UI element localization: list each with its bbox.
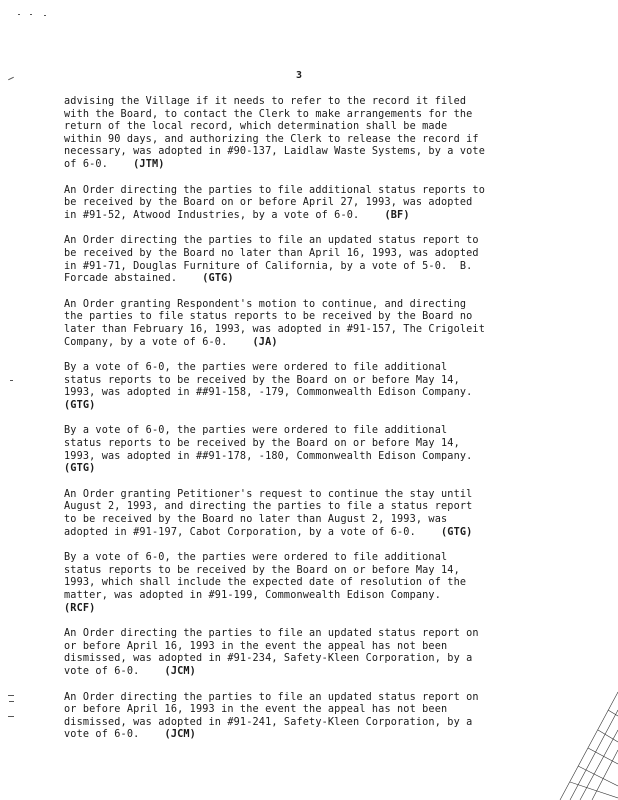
paragraph-last-text: of 6-0. xyxy=(64,158,108,170)
minutes-paragraph xyxy=(64,362,540,412)
page-number: 3 xyxy=(296,70,303,81)
paragraph-line: return of the local record, which determination shall be made xyxy=(64,121,448,133)
paragraph-last-text: in #91-52, Atwood Industries, by a vote of 6-0. xyxy=(64,209,360,221)
paragraph-line: in #91-71, Douglas Furniture of California, by a vote of 5-0. B. xyxy=(64,260,473,272)
paragraph-line: within 90 days, and authorizing the Clerk to release the record if xyxy=(64,133,479,145)
paragraph-line: or before April 16, 1993 in the event the appeal has not been xyxy=(64,704,448,716)
minutes-body xyxy=(64,96,540,755)
paragraph-last-text: adopted in #91-197, Cabot Corporation, by a vote of 6-0. xyxy=(64,526,416,538)
paragraph-line: be received by the Board on or before April 27, 1993, was adopted xyxy=(64,197,473,209)
paragraph-line: advising the Village if it needs to refer to the record it filed xyxy=(64,96,467,107)
commissioner-initials: (JCM) xyxy=(164,665,196,677)
paragraph-line: necessary, was adopted in #90-137, Laidlaw Waste Systems, by a vote xyxy=(64,146,485,158)
paragraph-line: dismissed, was adopted in #91-234, Safety-Kleen Corporation, by a xyxy=(64,653,473,665)
paragraph-line: By a vote of 6-0, the parties were ordered to file additional xyxy=(64,362,448,374)
paragraph-line: 1993, was adopted in ##91-158, -179, Commonwealth Edison Company. xyxy=(64,387,473,399)
paragraph-last-text: vote of 6-0. xyxy=(64,665,140,677)
scan-speck xyxy=(8,716,14,717)
paragraph-line: later than February 16, 1993, was adopted in #91-157, The Crigoleit xyxy=(64,323,485,335)
paragraph-line: with the Board, to contact the Clerk to make arrangements for the xyxy=(64,108,473,120)
commissioner-initials: (JTM) xyxy=(133,158,165,170)
paragraph-line: An Order directing the parties to file an updated status report on xyxy=(64,628,479,640)
scan-speck xyxy=(18,14,20,15)
minutes-paragraph xyxy=(64,235,540,285)
paragraph-last-line xyxy=(64,210,540,223)
paragraph-last-line xyxy=(64,159,540,172)
commissioner-initials: (RCF) xyxy=(64,602,96,614)
paragraph-line: dismissed, was adopted in #91-241, Safety-Kleen Corporation, by a xyxy=(64,716,473,728)
scan-speck xyxy=(10,380,13,381)
paragraph-last-line xyxy=(64,273,540,286)
commissioner-initials: (GTG) xyxy=(64,399,96,411)
minutes-paragraph xyxy=(64,185,540,223)
paragraph-last-line xyxy=(64,527,540,540)
commissioner-initials: (BF) xyxy=(384,209,410,221)
paragraph-line: An Order directing the parties to file an updated status report on xyxy=(64,691,479,703)
paragraph-line: An Order directing the parties to file additional status reports to xyxy=(64,184,485,196)
paragraph-line: 1993, which shall include the expected date of resolution of the xyxy=(64,577,467,589)
minutes-paragraph xyxy=(64,425,540,475)
paragraph-last-line xyxy=(64,666,540,679)
scan-speck xyxy=(9,701,14,702)
paragraph-last-text: Forcade abstained. xyxy=(64,273,178,285)
paragraph-last-text: vote of 6-0. xyxy=(64,729,140,741)
commissioner-initials: (JA) xyxy=(252,336,278,348)
commissioner-initials: (JCM) xyxy=(164,729,196,741)
paragraph-line: to be received by the Board no later than August 2, 1993, was xyxy=(64,514,448,526)
commissioner-initials: (GTG) xyxy=(202,273,234,285)
scan-corner-artifact xyxy=(558,690,618,800)
minutes-paragraph xyxy=(64,489,540,539)
paragraph-line: matter, was adopted in #91-199, Commonwealth Edison Company. xyxy=(64,590,442,601)
commissioner-initials: (GTG) xyxy=(64,463,96,475)
paragraph-last-line xyxy=(64,400,540,413)
paragraph-line: status reports to be received by the Board on or before May 14, xyxy=(64,438,460,450)
paragraph-line: 1993, was adopted in ##91-178, -180, Commonwealth Edison Company. xyxy=(64,450,473,462)
paragraph-last-line xyxy=(64,463,540,476)
paragraph-last-line xyxy=(64,603,540,616)
paragraph-line: An Order granting Respondent's motion to continue, and directing xyxy=(64,298,467,310)
paragraph-last-text: Company, by a vote of 6-0. xyxy=(64,336,228,348)
minutes-paragraph xyxy=(64,552,540,615)
paragraph-line: status reports to be received by the Board on or before May 14, xyxy=(64,564,460,576)
scan-speck xyxy=(44,15,46,16)
minutes-paragraph xyxy=(64,692,540,742)
scan-speck xyxy=(30,14,32,15)
paragraph-line: An Order directing the parties to file an updated status report to xyxy=(64,235,479,247)
commissioner-initials: (GTG) xyxy=(441,526,473,538)
paragraph-line: By a vote of 6-0, the parties were ordered to file additional xyxy=(64,425,448,437)
paragraph-last-line xyxy=(64,337,540,350)
minutes-paragraph xyxy=(64,299,540,349)
scan-speck xyxy=(8,77,14,80)
paragraph-line: August 2, 1993, and directing the parties to file a status report xyxy=(64,501,473,513)
paragraph-line: An Order granting Petitioner's request to continue the stay until xyxy=(64,488,473,500)
paragraph-last-line xyxy=(64,729,540,742)
paragraph-line: the parties to file status reports to be received by the Board no xyxy=(64,311,473,323)
scan-speck xyxy=(8,695,14,696)
minutes-paragraph xyxy=(64,628,540,678)
minutes-paragraph xyxy=(64,96,540,172)
paragraph-line: or before April 16, 1993 in the event the appeal has not been xyxy=(64,640,448,652)
paragraph-line: status reports to be received by the Board on or before May 14, xyxy=(64,374,460,386)
paragraph-line: By a vote of 6-0, the parties were ordered to file additional xyxy=(64,552,448,564)
paragraph-line: be received by the Board no later than April 16, 1993, was adopted xyxy=(64,247,479,259)
